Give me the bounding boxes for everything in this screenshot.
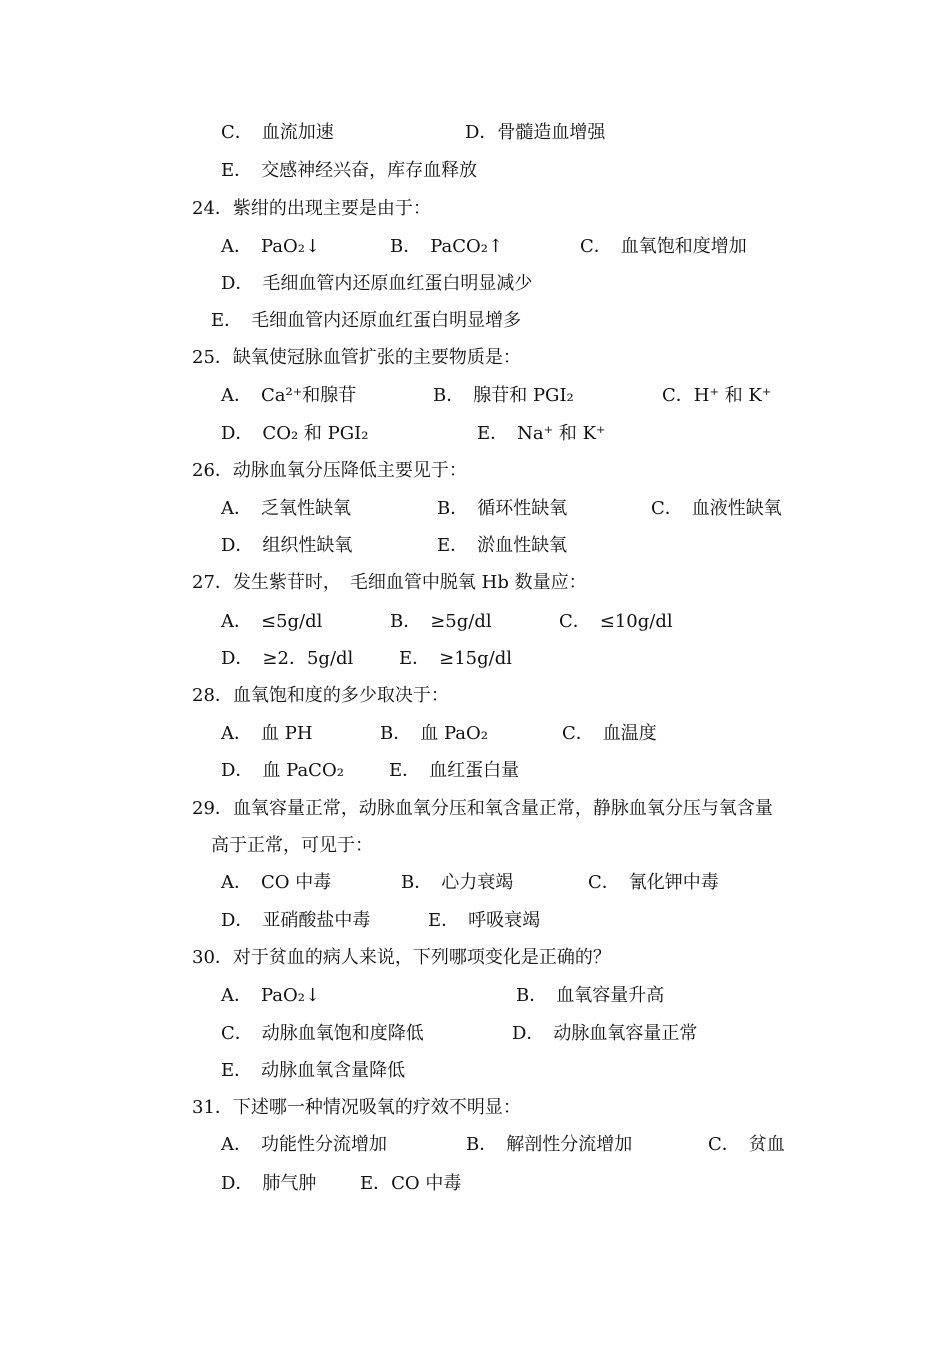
q24-option-c: C． 血氧饱和度增加 <box>580 236 747 257</box>
q23-option-d: D．骨髓造血增强 <box>465 122 606 143</box>
q24-option-a: A． PaO₂↓ <box>221 236 321 257</box>
q27-options-row-de <box>0 646 952 672</box>
q26-options-row-de <box>0 533 952 559</box>
q30-options-row-ab <box>0 983 952 1009</box>
q25-option-a: A． Ca²⁺和腺苷 <box>221 385 357 406</box>
q29-options-row-abc <box>0 870 952 896</box>
q28-option-a: A． 血 PH <box>221 723 313 744</box>
q29-stem-line2: 高于正常，可见于： <box>211 835 373 856</box>
q27-option-a: A． ≤5g/dl <box>221 611 323 632</box>
q31-option-d: D． 肺气肿 <box>221 1173 317 1194</box>
q24-option-d: D． 毛细血管内还原血红蛋白明显减少 <box>221 273 533 294</box>
q30-option-e: E． 动脉血氧含量降低 <box>221 1060 406 1081</box>
q26-option-e: E． 淤血性缺氧 <box>437 535 568 556</box>
q25-option-e: E． Na⁺ 和 K⁺ <box>477 423 606 444</box>
q26-option-d: D． 组织性缺氧 <box>221 535 353 556</box>
q23-option-e: E． 交感神经兴奋，库存血释放 <box>221 160 478 181</box>
q26-option-b: B． 循环性缺氧 <box>437 498 568 519</box>
q27-option-c: C． ≤10g/dl <box>559 611 673 632</box>
q30-option-b: B． 血氧容量升高 <box>516 985 665 1006</box>
q30-options-row-cd <box>0 1021 952 1047</box>
q30-option-d: D． 动脉血氧容量正常 <box>512 1023 698 1044</box>
q28-options-row-de <box>0 758 952 784</box>
q25-stem: 25．缺氧使冠脉血管扩张的主要物质是： <box>192 347 521 368</box>
q29-option-e: E． 呼吸衰竭 <box>428 910 541 931</box>
q29-option-c: C． 氰化钾中毒 <box>588 872 719 893</box>
q28-stem: 28．血氧饱和度的多少取决于： <box>192 685 449 706</box>
q26-stem: 26．动脉血氧分压降低主要见于： <box>192 460 467 481</box>
q28-option-c: C． 血温度 <box>562 723 657 744</box>
q23-options-row-cd <box>0 120 952 146</box>
q28-options-row-abc <box>0 721 952 747</box>
q31-options-row-de <box>0 1171 952 1197</box>
q27-option-b: B． ≥5g/dl <box>390 611 492 632</box>
q30-stem: 30．对于贫血的病人来说，下列哪项变化是正确的？ <box>192 947 611 968</box>
q29-option-a: A． CO 中毒 <box>221 872 332 893</box>
q29-options-row-de <box>0 908 952 934</box>
q26-option-a: A． 乏氧性缺氧 <box>221 498 351 519</box>
q25-options-row-de <box>0 421 952 447</box>
q23-option-c: C． 血流加速 <box>221 122 334 143</box>
q24-stem: 24．紫绀的出现主要是由于： <box>192 198 431 219</box>
q27-stem: 27．发生紫苷时， 毛细血管中脱氧 Hb 数量应： <box>192 572 587 593</box>
q28-option-b: B． 血 PaO₂ <box>380 723 488 744</box>
q25-option-c: C．H⁺ 和 K⁺ <box>662 385 772 406</box>
q31-stem: 31．下述哪一种情况吸氧的疗效不明显： <box>192 1097 521 1118</box>
q29-stem-line1: 29．血氧容量正常，动脉血氧分压和氧含量正常，静脉血氧分压与氧含量 <box>192 798 773 819</box>
q29-option-b: B． 心力衰竭 <box>401 872 514 893</box>
q31-options-row-abc <box>0 1132 952 1158</box>
q27-option-d: D． ≥2．5g/dl <box>221 648 354 669</box>
q30-option-c: C． 动脉血氧饱和度降低 <box>221 1023 424 1044</box>
q30-option-a: A． PaO₂↓ <box>221 985 321 1006</box>
q26-option-c: C． 血液性缺氧 <box>651 498 782 519</box>
q29-option-d: D． 亚硝酸盐中毒 <box>221 910 371 931</box>
q25-options-row-abc <box>0 383 952 409</box>
q27-option-e: E． ≥15g/dl <box>399 648 512 669</box>
q28-option-d: D． 血 PaCO₂ <box>221 760 344 781</box>
q31-option-b: B． 解剖性分流增加 <box>466 1134 633 1155</box>
q31-option-a: A． 功能性分流增加 <box>221 1134 387 1155</box>
q25-option-b: B． 腺苷和 PGI₂ <box>433 385 574 406</box>
q28-option-e: E． 血红蛋白量 <box>389 760 520 781</box>
q24-option-b: B． PaCO₂↑ <box>390 236 504 257</box>
q31-option-c: C． 贫血 <box>708 1134 785 1155</box>
q31-option-e: E．CO 中毒 <box>360 1173 462 1194</box>
q24-options-row-abc <box>0 234 952 260</box>
q27-options-row-abc <box>0 609 952 635</box>
q26-options-row-abc <box>0 496 952 522</box>
q25-option-d: D． CO₂ 和 PGI₂ <box>221 423 369 444</box>
q24-option-e: E． 毛细血管内还原血红蛋白明显增多 <box>211 310 522 331</box>
